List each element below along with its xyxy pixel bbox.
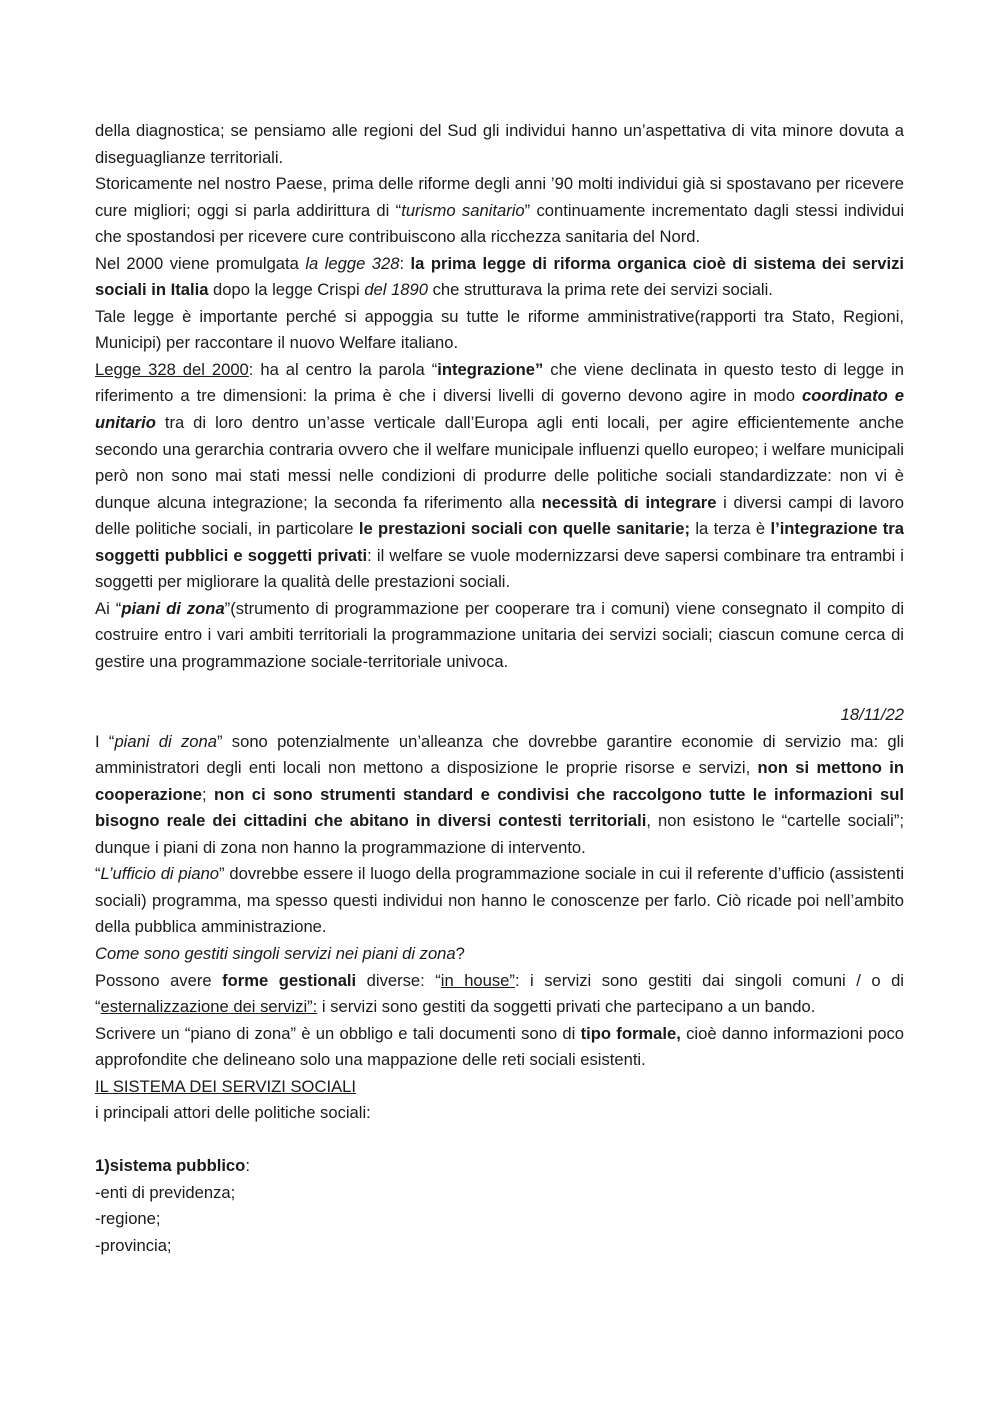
paragraph-integration: Legge 328 del 2000: ha al centro la parola “integrazione” che viene declinata in questo testo di legge in riferimento a tre dimensioni: la prima è che i diversi livelli di governo devono agire in modo coordinato e unitario tra di loro dentro un’asse verticale dall’Europa agli enti locali, per agire efficientemente anche secondo una gerarchia contraria ovvero che il welfare municipale influenzi quello europeo; i welfare municipali però non sono mai stati messi nelle condizioni di produrre delle politiche sociali standardizzate: non vi è dunque alcuna integrazione; la seconda fa riferimento alla necessità di integrare i diversi campi di lavoro delle politiche sociali, in particolare le prestazioni sociali con quelle sanitarie; la terza è l’integrazione tra soggetti pubblici e soggetti privati: il welfare se vuole modernizzarsi deve sapersi combinare tra entrambi i soggetti per migliorare la qualità delle prestazioni sociali. [95, 359, 905, 592]
paragraph-law-328: Nel 2000 viene promulgata la legge 328: la prima legge di riforma organica cioè di sistema dei servizi sociali in Italia dopo la legge Crispi del 1890 che strutturava la prima rete dei servizi sociali. [95, 253, 904, 300]
document-page [95, 118, 904, 1260]
paragraph-zone-plans: Ai “piani di zona”(strumento di programmazione per cooperare tra i comuni) viene consegnato il compito di costruire entro i vari ambiti territoriali la programmazione unitaria dei servizi sociali; ciascun comune cerca di gestire una programmazione sociale-territoriale univoca. [95, 598, 905, 671]
blank-line [95, 1127, 904, 1154]
list-item: -enti di previdenza; [95, 1182, 236, 1202]
section-heading: IL SISTEMA DEI SERVIZI SOCIALI [95, 1076, 356, 1096]
paragraph-diagnostics: della diagnostica; se pensiamo alle regioni del Sud gli individui hanno un’aspettativa di vita minore dovuta a diseguaglianze territoriali. [95, 121, 904, 167]
list-title: 1)sistema pubblico: [95, 1156, 250, 1176]
paragraph-management-forms: Possono avere forme gestionali diverse: “in house”: i servizi sono gestiti dai singoli comuni / o di “esternalizzazione dei servizi”: i servizi sono gestiti da soggetti privati che partecipano a un bando. [95, 970, 904, 1017]
paragraph-zone-plans-issues: I “piani di zona” sono potenzialmente un’alleanza che dovrebbe garantire economie di servizio ma: gli amministratori degli enti locali non mettono a disposizione le proprie risorse e servizi, non si mettono in cooperazione; non ci sono strumenti standard e condivisi che raccolgono tutte le informazioni sul bisogno reale dei cittadini che abitano in diversi contesti territoriali, non esistono le “cartelle sociali”; dunque i piani di zona non hanno la programmazione di intervento. [95, 731, 904, 857]
paragraph-health-tourism: Storicamente nel nostro Paese, prima delle riforme degli anni ’90 molti individui già si spostavano per ricevere cure migliori; oggi si parla addirittura di “turismo sanitario” continuamente incrementato dagli stessi individui che spostandosi per ricevere cure contribuiscono alla ricchezza sanitaria del Nord. [95, 174, 905, 247]
paragraph-formal-documents: Scrivere un “piano di zona” è un obbligo e tali documenti sono di tipo formale, cioè danno informazioni poco approfondite che delineano solo una mappazione delle reti sociali esistenti. [95, 1023, 905, 1070]
list-item: -regione; [95, 1209, 161, 1229]
paragraph-planning-office: “L’ufficio di piano” dovrebbe essere il luogo della programmazione sociale in cui il referente d’ufficio (assistenti sociali) programma, ma spesso questi individui non hanno le conoscenze per farlo. Ciò ricade poi nell’ambito della pubblica amministrazione. [95, 864, 905, 937]
lecture-date: 18/11/22 [840, 705, 904, 725]
question-line: Come sono gestiti singoli servizi nei piani di zona? [95, 943, 465, 963]
paragraph-law-importance: Tale legge è importante perché si appoggia su tutte le riforme amministrative(rapporti tra Stato, Regioni, Municipi) per raccontare il nuovo Welfare italiano. [95, 306, 904, 353]
list-item: -provincia; [95, 1235, 172, 1255]
blank-line [95, 675, 904, 702]
intro-line: i principali attori delle politiche sociali: [95, 1103, 371, 1123]
